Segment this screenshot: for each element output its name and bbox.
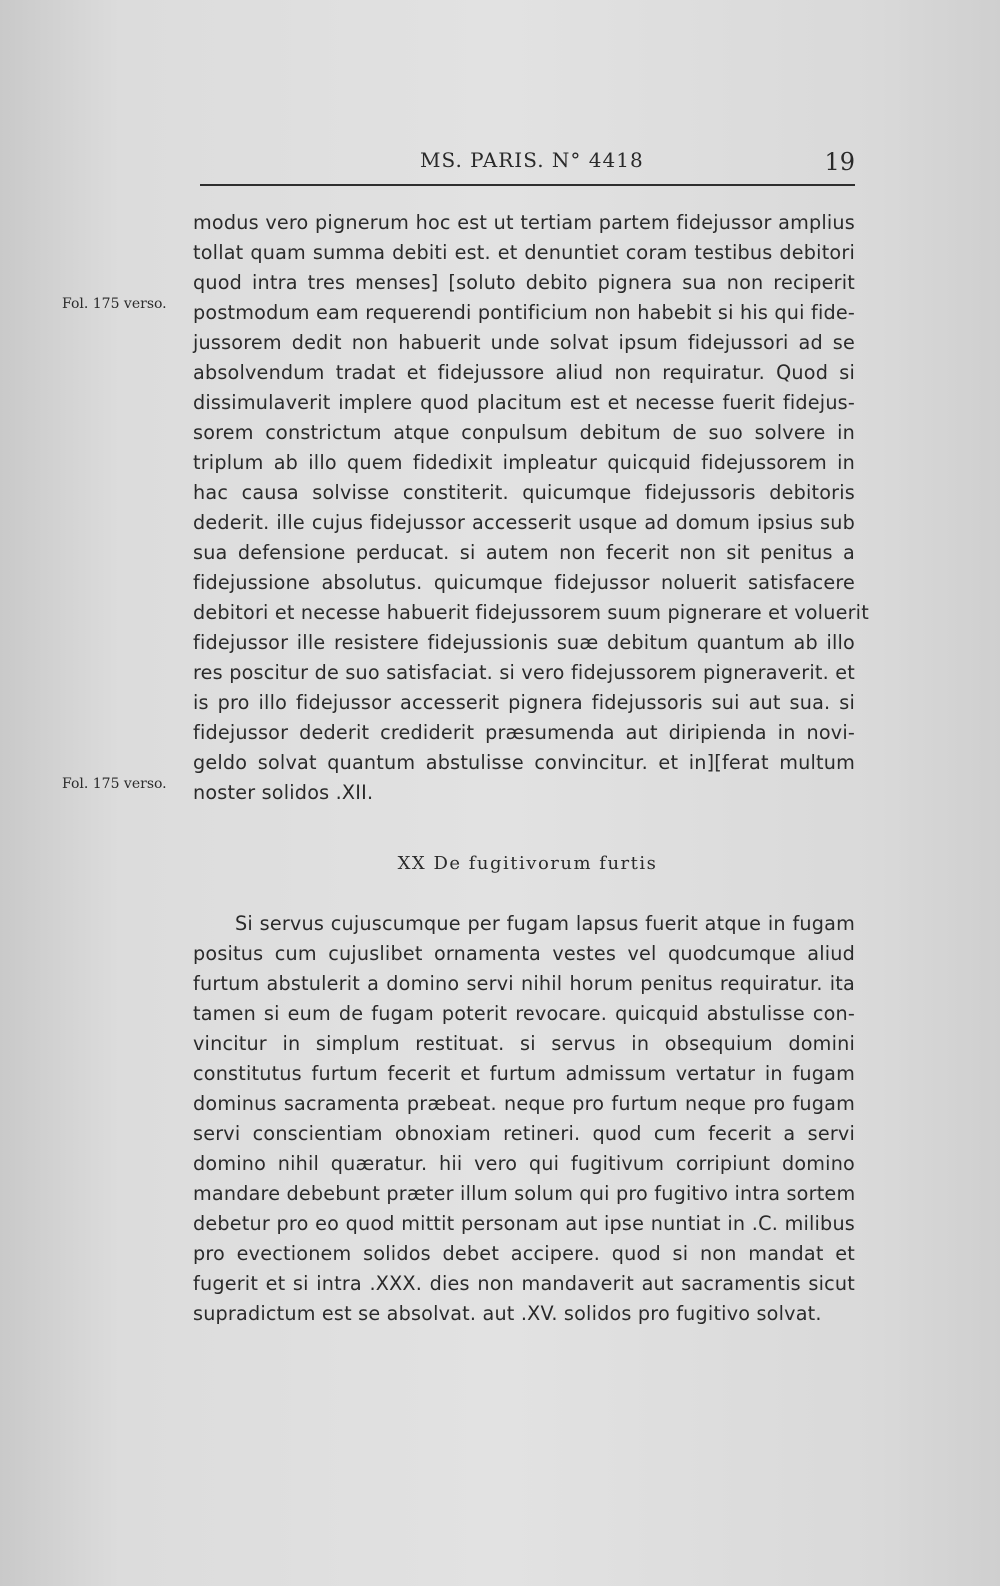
margin-note-folio: Fol. 175 verso.	[62, 296, 167, 312]
text-line: absolvendum tradat et fidejussore aliud non requiratur. Quod si	[193, 361, 855, 384]
paragraph-1	[193, 208, 869, 808]
text-line: fugerit et si intra .XXX. dies non mandaverit aut sacramentis sicut	[193, 1272, 855, 1295]
text-line: supradictum est se absolvat. aut .XV. solidos pro fugitivo solvat.	[193, 1302, 822, 1325]
section-heading: XX De fugitivorum furtis	[397, 853, 658, 874]
text-line: fidejussor ille resistere fidejussionis suæ debitum quantum ab illo	[193, 631, 855, 654]
text-line: pro evectionem solidos debet accipere. quod si non mandat et	[193, 1242, 855, 1265]
page-header	[200, 142, 855, 186]
text-line: dederit. ille cujus fidejussor accesserit usque ad domum ipsius sub	[193, 511, 855, 534]
paragraph-2	[193, 909, 855, 1329]
text-line: Si servus cujuscumque per fugam lapsus fuerit atque in fugam	[235, 912, 855, 935]
text-line: servi conscientiam obnoxiam retineri. quod cum fecerit a servi	[193, 1122, 855, 1145]
text-line: fidejussor dederit crediderit præsumenda aut diripienda in novi-	[193, 721, 855, 744]
text-line: constitutus furtum fecerit et furtum admissum vertatur in fugam	[193, 1062, 855, 1085]
text-line: debitori et necesse habuerit fidejussorem suum pignerare et voluerit	[193, 601, 869, 624]
page-number: 19	[824, 148, 855, 176]
text-line: triplum ab illo quem fidedixit impleatur quicquid fidejussorem in	[193, 451, 855, 474]
running-title: MS. PARIS. N° 4418	[420, 148, 644, 172]
text-line: postmodum eam requerendi pontificium non habebit si his qui fide-	[193, 301, 855, 324]
text-line: domino nihil quæratur. hii vero qui fugitivum corripiunt domino	[193, 1152, 855, 1175]
text-line: fidejussione absolutus. quicumque fidejussor noluerit satisfacere	[193, 571, 855, 594]
text-line: dissimulaverit implere quod placitum est et necesse fuerit fidejus-	[193, 391, 855, 414]
text-line: dominus sacramenta præbeat. neque pro furtum neque pro fugam	[193, 1092, 855, 1115]
text-line: is pro illo fidejussor accesserit pignera fidejussoris sui aut sua. si	[193, 691, 855, 714]
text-line: mandare debebunt præter illum solum qui pro fugitivo intra sortem	[193, 1182, 856, 1205]
text-line: hac causa solvisse constiterit. quicumque fidejussoris debitoris	[193, 481, 855, 504]
text-line: geldo solvat quantum abstulisse convincitur. et in][ferat multum	[193, 751, 855, 774]
text-line: furtum abstulerit a domino servi nihil horum penitus requiratur. ita	[193, 972, 855, 995]
text-line: tollat quam summa debiti est. et denuntiet coram testibus debitori	[193, 241, 855, 264]
text-line: res poscitur de suo satisfaciat. si vero fidejussorem pigneraverit. et	[193, 661, 855, 684]
margin-note-folio: Fol. 175 verso.	[62, 776, 167, 792]
text-line: positus cum cujuslibet ornamenta vestes vel quodcumque aliud	[193, 942, 855, 965]
text-line: quod intra tres menses] [soluto debito pignera sua non reciperit	[193, 271, 855, 294]
text-line: debetur pro eo quod mittit personam aut ipse nuntiat in .C. milibus	[193, 1212, 855, 1235]
text-line: tamen si eum de fugam poterit revocare. quicquid abstulisse con-	[193, 1002, 855, 1025]
text-line: noster solidos .XII.	[193, 781, 374, 804]
text-line: jussorem dedit non habuerit unde solvat ipsum fidejussori ad se	[193, 331, 855, 354]
text-line: modus vero pignerum hoc est ut tertiam partem fidejussor amplius	[193, 211, 855, 234]
text-line: sua defensione perducat. si autem non fecerit non sit penitus a	[193, 541, 855, 564]
text-line: sorem constrictum atque conpulsum debitum de suo solvere in	[193, 421, 855, 444]
text-line: vincitur in simplum restituat. si servus in obsequium domini	[193, 1032, 855, 1055]
